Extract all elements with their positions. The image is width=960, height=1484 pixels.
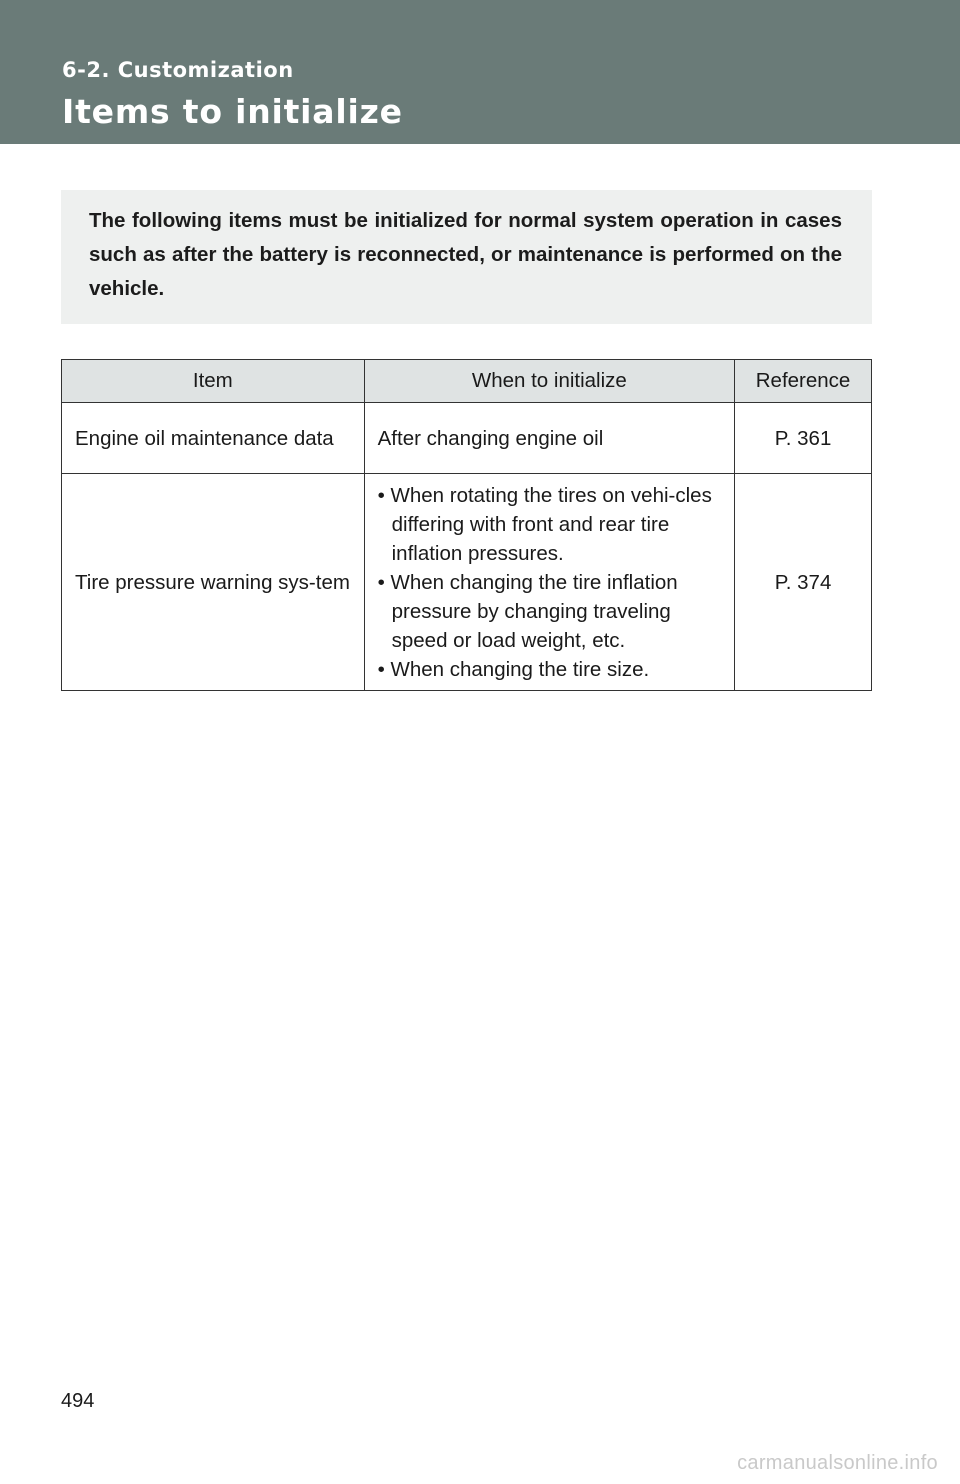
when-cell (364, 474, 734, 691)
intro-text: The following items must be initialized for normal system operation in cases such as after the battery is reconnected, or maintenance is performed on the vehicle. (89, 209, 842, 300)
items-table (61, 359, 872, 691)
reference-cell: P. 361 (735, 403, 872, 474)
bullet-list (378, 481, 721, 684)
when-cell: After changing engine oil (364, 403, 734, 474)
page-number: 494 (61, 1390, 95, 1412)
column-header-when: When to initialize (364, 360, 734, 403)
reference-cell: P. 374 (735, 474, 872, 691)
item-cell: Engine oil maintenance data (62, 403, 365, 474)
column-header-item: Item (62, 360, 365, 403)
table-header-row (62, 360, 872, 403)
bullet-item: • When changing the tire size. (378, 655, 721, 684)
watermark: carmanualsonline.info (737, 1452, 938, 1474)
column-header-reference: Reference (735, 360, 872, 403)
page-title: Items to initialize (62, 92, 403, 131)
bullet-item: • When rotating the tires on vehi-cles differing with front and rear tire inflation pressures. (378, 481, 721, 568)
header-band (0, 0, 960, 144)
intro-box (61, 190, 872, 324)
table-row (62, 403, 872, 474)
bullet-item: • When changing the tire inflation pressure by changing traveling speed or load weight, etc. (378, 568, 721, 655)
table-row (62, 474, 872, 691)
section-label: 6-2. Customization (62, 58, 294, 82)
item-cell: Tire pressure warning sys-tem (62, 474, 365, 691)
